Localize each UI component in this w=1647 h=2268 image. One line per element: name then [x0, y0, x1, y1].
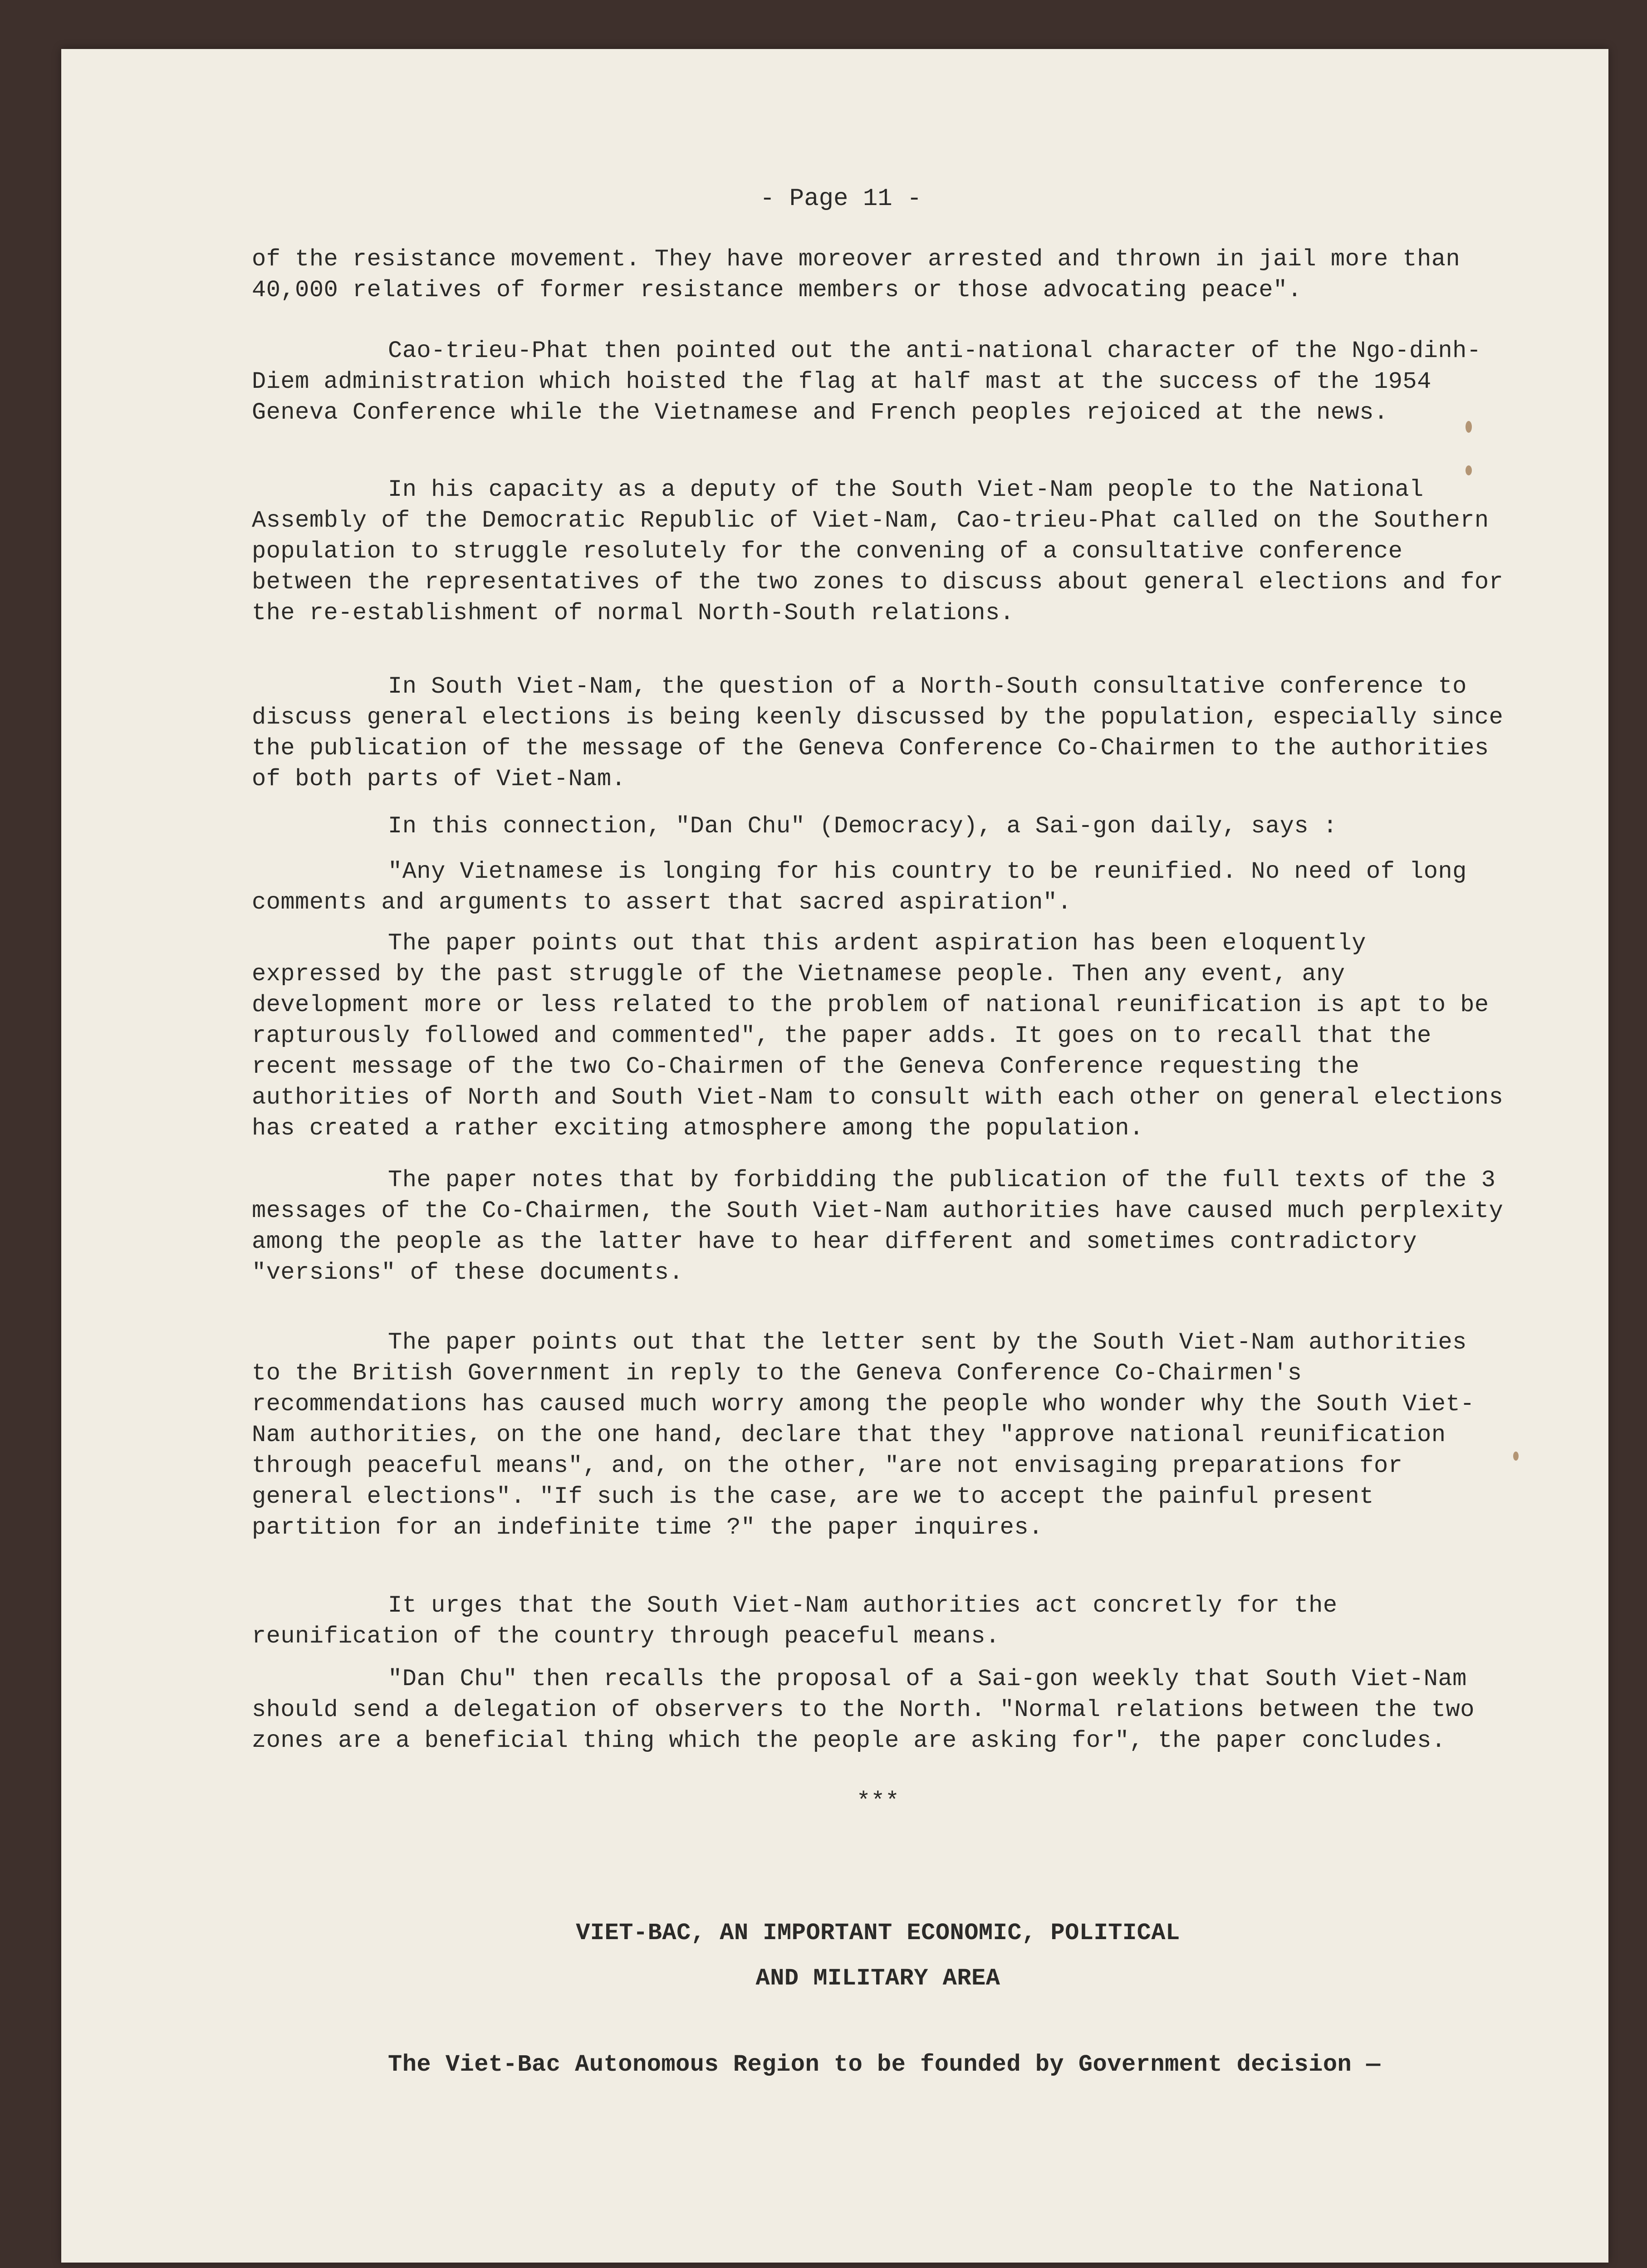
paragraph-10: It urges that the South Viet-Nam authorities act concretly for the reunification of the country through peaceful means. [252, 1592, 1352, 1650]
paragraph-4: In South Viet-Nam, the question of a North-South consultative conference to discuss general elections is being keenly discussed by the population, especially since the publication of the message of the Geneva Conference Co-Chairmen to the authorities of both parts of Viet-Nam. [252, 673, 1518, 792]
section-subtitle: The Viet-Bac Autonomous Region to be founded by Government decision — [388, 2051, 1381, 2078]
page-number: - Page 11 - [760, 185, 922, 213]
paragraph-9: The paper points out that the letter sent by the South Viet-Nam authorities to the British Government in reply to the Geneva Conference Co-Chairmen's recommendations has caused much worry among the people who wonder why the South Viet-Nam authorities, on the one hand, declare that they "approve national reunification through peaceful means", and, on the other, "are not envisaging preparations for general elections". "If such is the case, are we to accept the painful present partition for an indefinite time ?" the paper inquires. [252, 1329, 1481, 1541]
section-separator: *** [856, 1788, 900, 1815]
paragraph-6: "Any Vietnamese is longing for his country to be reunified. No need of long comments and arguments to assert that sacred aspiration". [252, 858, 1481, 916]
paragraph-11: "Dan Chu" then recalls the proposal of a Sai-gon weekly that South Viet-Nam should send a delegation of observers to the North. "Normal relations between the two zones are a beneficial thing which the people are asking for", the paper concludes. [252, 1666, 1489, 1754]
paper-stain-3 [1513, 1452, 1519, 1461]
section-title-line-1: VIET-BAC, AN IMPORTANT ECONOMIC, POLITICAL [576, 1920, 1180, 1946]
paragraph-2: Cao-trieu-Phat then pointed out the anti-national character of the Ngo-dinh-Diem administration which hoisted the flag at half mast at the success of the 1954 Geneva Conference while the Vietnamese and French peoples rejoiced at the news. [252, 337, 1481, 426]
paragraph-8: The paper notes that by forbidding the publication of the full texts of the 3 messages of the Co-Chairmen, the South Viet-Nam authorities have caused much perplexity among the people as the latter have to hear different and sometimes contradictory "versions" of these documents. [252, 1167, 1518, 1286]
paper-stain-2 [1466, 465, 1472, 475]
paper-stain-1 [1466, 421, 1472, 433]
document-page [61, 49, 1608, 2263]
paragraph-1: of the resistance movement. They have moreover arrested and thrown in jail more than 40,000 relatives of former resistance members or those advocating peace". [252, 246, 1475, 303]
paragraph-5: In this connection, "Dan Chu" (Democracy), a Sai-gon daily, says : [388, 813, 1338, 840]
paragraph-3: In his capacity as a deputy of the South Viet-Nam people to the National Assembly of the Democratic Republic of Viet-Nam, Cao-trieu-Phat called on the Southern population to struggle resolutely for the convening of a consultative conference between the representatives of the two zones to discuss about general elections and for the re-establishment of normal North-South relations. [252, 476, 1518, 626]
section-title-line-2: AND MILITARY AREA [755, 1965, 1000, 1992]
paragraph-7: The paper points out that this ardent aspiration has been eloquently expressed by the past struggle of the Vietnamese people. Then any event, any development more or less related to the problem of national reunification is apt to be rapturously followed and commented", the paper adds. It goes on to recall that the recent message of the two Co-Chairmen of the Geneva Conference requesting the authorities of North and South Viet-Nam to consult with each other on general elections has created a rather exciting atmosphere among the population. [252, 930, 1518, 1142]
